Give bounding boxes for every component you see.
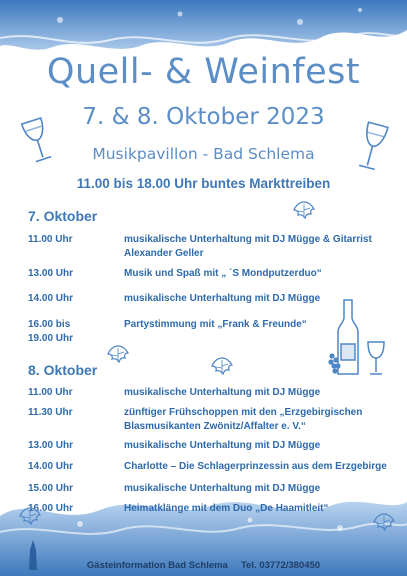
schedule-time: 14.00 Uhr [28,461,74,472]
page-title: Quell- & Weinfest [46,52,361,92]
grape-leaf-icon [210,356,234,376]
day-heading-day2: 8. Oktober [28,362,98,378]
schedule-time: 11.00 Uhr [28,387,73,398]
schedule-description: musikalische Unterhaltung mit DJ Mügge [124,387,321,398]
schedule-description: Musik und Spaß mit „ ´S Mondputzerduo“ [124,268,322,279]
grape-leaf-icon [292,200,316,220]
schedule-time: 11.30 Uhr [28,407,73,418]
schedule-time: 16.00 Uhr [28,503,74,514]
grape-leaf-icon [372,512,396,532]
wine-glass-icon [18,116,58,168]
schedule-description: Charlotte – Die Schlagerprinzessin aus dem Erzgebirge [124,461,387,472]
schedule-description: musikalische Unterhaltung mit DJ Mügge [124,440,321,451]
day-heading-day1: 7. Oktober [28,208,98,224]
grape-leaf-icon [106,344,130,364]
grape-leaf-icon [18,506,42,526]
market-hours: 11.00 bis 18.00 Uhr buntes Markttreiben [76,176,331,191]
schedule-time: 15.00 Uhr [28,483,74,494]
schedule-time: 14.00 Uhr [28,293,74,304]
schedule-description: musikalische Unterhaltung mit DJ Mügge & Gitarrist Alexander Geller [124,234,372,259]
schedule-time-end: 19.00 Uhr [28,333,74,344]
wine-bottle-icon [326,296,390,380]
schedule-description: musikalische Unterhaltung mit DJ Mügge [124,293,321,304]
schedule-time: 11.00 Uhr [28,234,73,245]
footer-phone: Tel. 03772/380450 [241,560,321,571]
schedule-time: 16.00 bis [28,319,71,330]
wine-glass-icon [352,120,392,178]
schedule-description: zünftiger Frühschoppen mit den „Erzgebirgischen Blasmusikanten Zwönitz/Affalter e. V.“ [124,407,363,432]
footer-org: Gästeinformation Bad Schlema [86,560,228,571]
schedule-description: Heimatklänge mit dem Duo „De Haamitleit“ [124,503,329,514]
footer-contact [0,560,407,571]
schedule-description: Partystimmung mit „Frank & Freunde“ [124,319,307,330]
event-venue: Musikpavillon - Bad Schlema [92,145,315,163]
schedule-time: 13.00 Uhr [28,440,74,451]
schedule-description: musikalische Unterhaltung mit DJ Mügge [124,483,321,494]
event-dates: 7. & 8. Oktober 2023 [82,104,325,130]
schedule-time: 13.00 Uhr [28,268,74,279]
